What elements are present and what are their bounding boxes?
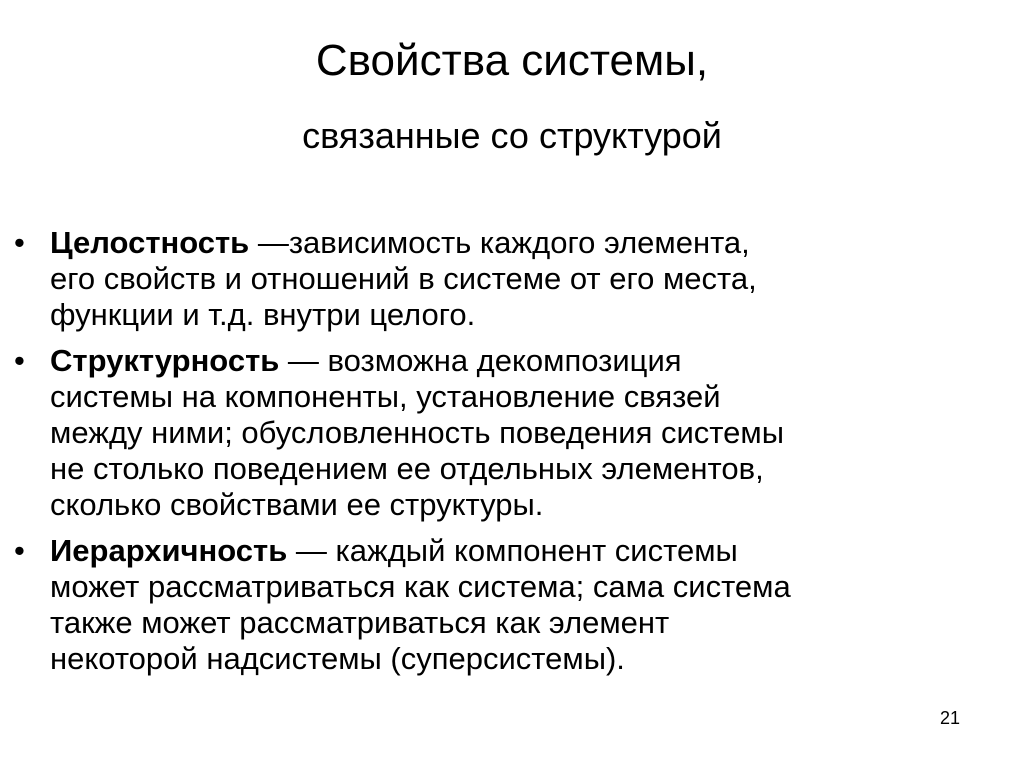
bullet-marker: • [14, 343, 25, 378]
slide-title: Свойства системы, [315, 36, 709, 85]
bullet-term: Структурность [50, 343, 280, 378]
bullet-text-line: некоторой надсистемы (суперсистемы). [50, 641, 625, 676]
bullet-text-line: функции и т.д. внутри целого. [50, 297, 476, 332]
bullet-text-line: также может рассматриваться как элемент [50, 605, 670, 640]
bullet-term: Иерархичность [50, 533, 288, 568]
bullet-text-line: системы на компоненты, установление связей [50, 379, 721, 414]
page-number: 21 [940, 708, 961, 728]
bullet-text-line: его свойств и отношений в системе от его места, [50, 261, 757, 296]
bullet-text-line: — возможна декомпозиция [279, 343, 682, 378]
bullet-marker: • [14, 225, 25, 260]
bullet-item-integrity [12, 225, 1012, 333]
bullet-item-structurality [12, 343, 1012, 523]
bullet-marker: • [14, 533, 25, 568]
bullet-text-line: может рассматриваться как система; сама система [50, 569, 791, 604]
bullet-text-line: —зависимость каждого элемента, [249, 225, 750, 260]
bullet-text-line: между ними; обусловленность поведения системы [50, 415, 784, 450]
bullet-text-line: сколько свойствами ее структуры. [50, 487, 544, 522]
bullet-text-line: — каждый компонент системы [287, 533, 738, 568]
bullet-term: Целостность [50, 225, 250, 260]
bullet-list [12, 225, 1012, 687]
bullet-item-hierarchy [12, 533, 1012, 677]
slide-subtitle: связанные со структурой [302, 115, 722, 156]
bullet-text-line: не столько поведением ее отдельных элементов, [50, 451, 764, 486]
